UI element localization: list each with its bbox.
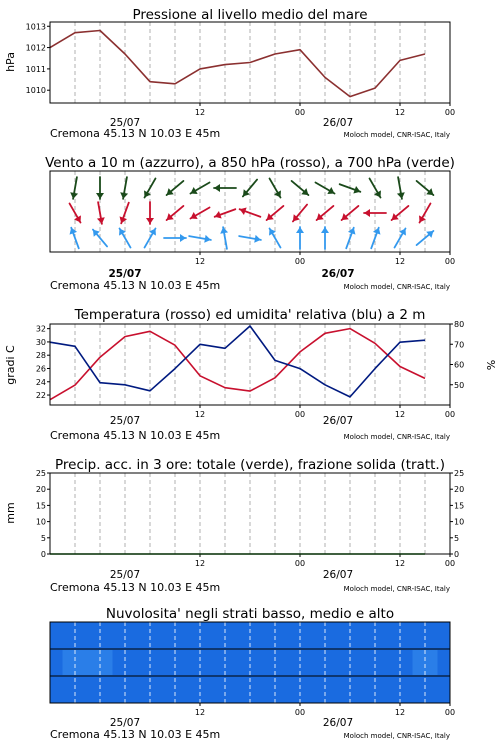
temperature-frame (50, 324, 450, 405)
temperature-y-tick-label: 32 (35, 324, 46, 334)
pressure-x-tick-label: 12 (394, 108, 406, 117)
precipitation-x-ticks (195, 554, 455, 568)
wind-plot (70, 177, 434, 249)
pressure-y-ticks (26, 22, 50, 95)
precipitation-y-ticks (36, 469, 50, 559)
precipitation-date-1: 25/07 (109, 569, 141, 581)
cloud-x-ticks (195, 703, 455, 717)
cloud-date-1: 25/07 (109, 717, 141, 729)
pressure-y-tick-label: 1010 (25, 86, 46, 96)
pressure-x-tick-label: 00 (444, 108, 456, 117)
humidity-y-tick-label: 50 (454, 380, 465, 390)
temperature-x-tick-label: 00 (444, 410, 456, 419)
precipitation-y-ticks-right (450, 469, 464, 559)
wind-arrow-700hpa (397, 177, 405, 199)
wind-panel (45, 155, 455, 292)
precipitation-title: Precip. acc. in 3 ore: totale (verde), frazione solida (tratt.) (55, 457, 445, 473)
precipitation-x-tick-label: 00 (444, 559, 456, 568)
cloud-date-2: 26/07 (322, 717, 354, 729)
wind-source: Moloch model, CNR-ISAC, Italy (343, 283, 450, 291)
temperature-x-tick-label: 12 (194, 410, 206, 419)
wind-date-2: 26/07 (321, 268, 355, 280)
wind-arrow-10m-head (180, 234, 186, 242)
pressure-date-2: 26/07 (322, 117, 354, 129)
wind-arrow-700hpa (96, 177, 104, 199)
pressure-source: Moloch model, CNR-ISAC, Italy (343, 131, 450, 139)
wind-arrow-10m-head (321, 227, 329, 233)
precipitation-y-tick-label: 5 (40, 533, 46, 543)
wind-arrow-850hpa-head (364, 209, 370, 217)
wind-x-tick-label: 00 (294, 257, 306, 266)
temperature-title: Temperatura (rosso) ed umidita' relativa (blu) a 2 m (74, 307, 426, 323)
pressure-panel (4, 7, 455, 140)
pressure-x-tick-label: 12 (194, 108, 206, 117)
humidity-line (50, 326, 425, 397)
wind-arrow-10m (321, 227, 329, 249)
wind-station: Cremona 45.13 N 10.03 E 45m (50, 279, 221, 292)
pressure-station: Cremona 45.13 N 10.03 E 45m (50, 127, 221, 140)
pressure-y-tick-label: 1011 (25, 64, 46, 74)
wind-arrow-850hpa (146, 202, 154, 224)
pressure-x-ticks (195, 103, 455, 117)
precipitation-date-2: 26/07 (322, 569, 354, 581)
temperature-station: Cremona 45.13 N 10.03 E 45m (50, 429, 221, 442)
cloud-x-tick-label: 12 (394, 708, 406, 717)
cloud-x-tick-label: 00 (444, 708, 456, 717)
cloud-x-tick-label: 12 (194, 708, 206, 717)
temperature-source: Moloch model, CNR-ISAC, Italy (343, 433, 450, 441)
humidity-y-ticks (450, 320, 464, 390)
humidity-y-label: % (484, 359, 497, 371)
cloud-x-tick-label: 00 (294, 708, 306, 717)
precipitation-right-y-tick-label: 15 (454, 501, 465, 511)
temperature-y-tick-label: 24 (35, 377, 46, 387)
temperature-y-tick-label: 28 (35, 351, 46, 361)
humidity-y-tick-label: 70 (454, 340, 465, 350)
wind-arrow-10m (296, 227, 304, 249)
cloud-panel (50, 606, 455, 741)
precipitation-right-y-tick-label: 25 (454, 469, 465, 478)
cloud-source: Moloch model, CNR-ISAC, Italy (343, 732, 450, 740)
pressure-y-tick-label: 1012 (25, 43, 46, 53)
wind-arrow-850hpa-head (146, 218, 154, 224)
temperature-y-tick-label: 26 (35, 364, 46, 374)
precipitation-x-tick-label: 12 (194, 559, 206, 568)
temperature-line (50, 329, 425, 400)
wind-arrow-850hpa (215, 209, 236, 218)
wind-x-ticks (195, 252, 455, 266)
wind-arrow-700hpa-head (96, 193, 104, 199)
wind-arrow-10m (70, 228, 79, 249)
pressure-y-label: hPa (4, 52, 17, 72)
temperature-y-label: gradi C (4, 345, 17, 385)
precipitation-y-tick-label: 20 (35, 485, 46, 495)
temperature-x-tick-label: 12 (394, 410, 406, 419)
precipitation-right-y-tick-label: 20 (454, 485, 465, 495)
wind-date-1: 25/07 (108, 268, 142, 280)
wind-arrow-700hpa-head (214, 184, 220, 192)
cloud-title: Nuvolosita' negli strati basso, medio e alto (105, 606, 395, 622)
precipitation-y-tick-label: 15 (35, 501, 46, 511)
precipitation-panel (4, 457, 464, 594)
precipitation-y-tick-label: 0 (40, 550, 46, 559)
wind-arrow-10m-head (296, 227, 304, 233)
precipitation-source: Moloch model, CNR-ISAC, Italy (343, 585, 450, 593)
humidity-y-tick-label: 60 (454, 360, 465, 370)
precipitation-gridlines (75, 473, 425, 554)
wind-arrow-10m (346, 228, 355, 249)
pressure-x-tick-label: 00 (294, 108, 306, 117)
wind-arrow-700hpa (120, 177, 128, 199)
precipitation-right-y-tick-label: 5 (454, 533, 460, 543)
precipitation-right-y-tick-label: 10 (454, 517, 465, 527)
precipitation-x-tick-label: 12 (394, 559, 406, 568)
precipitation-y-tick-label: 10 (35, 517, 46, 527)
wind-arrow-10m (220, 227, 228, 249)
wind-arrow-850hpa (120, 203, 129, 224)
pressure-line (50, 31, 425, 97)
temperature-y-ticks (36, 325, 50, 400)
cloud-plot (50, 622, 450, 703)
cloud-station: Cremona 45.13 N 10.03 E 45m (50, 728, 221, 741)
pressure-plot (50, 31, 425, 97)
wind-x-tick-label: 00 (444, 257, 456, 266)
precipitation-right-y-tick-label: 0 (454, 550, 460, 559)
temperature-panel (4, 307, 497, 442)
wind-arrow-850hpa (97, 202, 105, 224)
wind-arrow-700hpa (70, 177, 78, 199)
temperature-y-tick-label: 22 (35, 391, 46, 401)
precipitation-y-label: mm (4, 502, 17, 524)
temperature-x-tick-label: 00 (294, 410, 306, 419)
precipitation-frame (50, 473, 450, 554)
wind-x-tick-label: 12 (194, 257, 206, 266)
wind-frame (50, 171, 450, 252)
precipitation-y-tick-label: 25 (35, 469, 46, 478)
temperature-plot (50, 326, 425, 400)
temperature-y-tick-label: 30 (35, 337, 46, 347)
wind-arrow-10m (371, 228, 380, 249)
precipitation-station: Cremona 45.13 N 10.03 E 45m (50, 581, 221, 594)
pressure-title: Pressione al livello medio del mare (132, 7, 368, 23)
temperature-date-2: 26/07 (322, 415, 354, 427)
wind-x-tick-label: 12 (394, 257, 406, 266)
pressure-date-1: 25/07 (109, 117, 141, 129)
temperature-date-1: 25/07 (109, 415, 141, 427)
precipitation-x-tick-label: 00 (294, 559, 306, 568)
wind-title: Vento a 10 m (azzurro), a 850 hPa (rosso), a 700 hPa (verde) (45, 155, 455, 171)
humidity-y-tick-label: 80 (454, 320, 465, 329)
pressure-y-tick-label: 1013 (25, 22, 46, 32)
